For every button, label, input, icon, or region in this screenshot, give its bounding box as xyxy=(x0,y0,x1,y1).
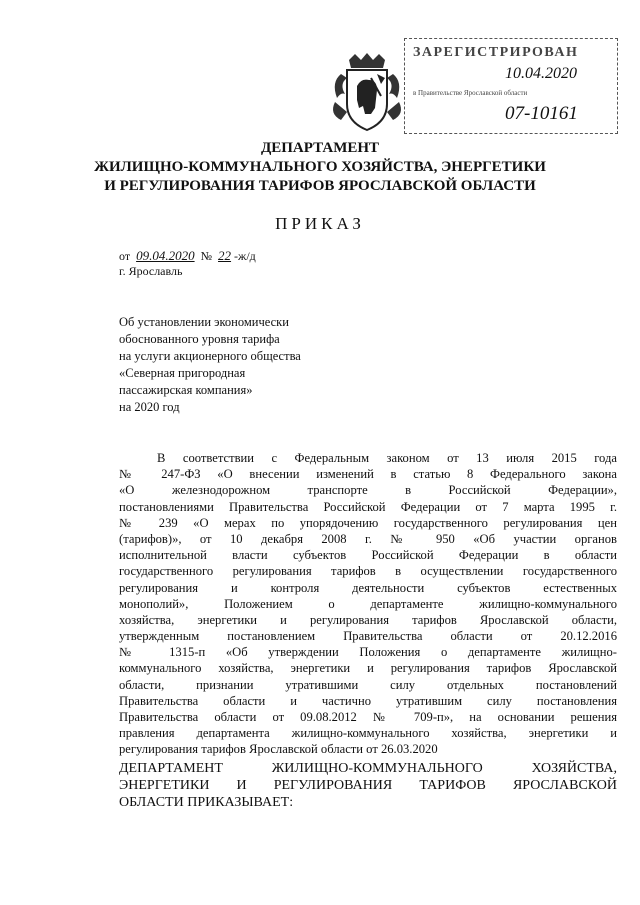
body-line: хозяйства, энергетики и регулирования тарифов Ярославской области, xyxy=(119,612,617,627)
order-number-suffix: -ж/д xyxy=(234,249,256,263)
header-line-3: И РЕГУЛИРОВАНИЯ ТАРИФОВ ЯРОСЛАВСКОЙ ОБЛАСТИ xyxy=(104,178,536,194)
body-line: постановлениями Правительства Российской Федерации от 7 марта 1995 г. xyxy=(119,499,617,514)
subject-line: на 2020 год xyxy=(119,400,180,414)
order-from-label: от xyxy=(119,249,131,263)
body-line: правления департамента жилищно-коммунального хозяйства, энергетики и xyxy=(119,726,617,741)
header-line-2: ЖИЛИЩНО-КОММУНАЛЬНОГО ХОЗЯЙСТВА, ЭНЕРГЕТИКИ xyxy=(94,159,546,175)
order-subject xyxy=(119,314,301,416)
subject-line: пассажирская компания» xyxy=(119,383,253,397)
stamp-number: 07-10161 xyxy=(505,103,578,124)
order-number-label: № xyxy=(200,249,213,263)
body-line: В соответствии с Федеральным законом от 13 июля 2015 года xyxy=(157,451,617,465)
body-line: монополий», Положением о департаменте жилищно-коммунального xyxy=(119,596,617,611)
body-line: области, признании утратившими силу отдельных постановлений xyxy=(119,677,617,692)
stamp-date: 10.04.2020 xyxy=(505,65,577,82)
body-line: государственного регулирования тарифов в осуществлении государственного xyxy=(119,564,617,579)
stamp-title: ЗАРЕГИСТРИРОВАН xyxy=(413,45,579,60)
body-paragraph xyxy=(119,450,617,758)
stamp-note: в Правительстве Ярославской области xyxy=(413,89,528,97)
header-line-1: ДЕПАРТАМЕНТ xyxy=(260,140,380,156)
decree-line: ДЕПАРТАМЕНТ ЖИЛИЩНО-КОММУНАЛЬНОГО ХОЗЯЙСТВА, xyxy=(119,761,617,776)
order-date-number xyxy=(119,248,256,264)
subject-line: обоснованного уровня тарифа xyxy=(119,332,280,346)
body-line: «О железнодорожном транспорте в Российской Федерации», xyxy=(119,483,617,498)
body-line: № 247-ФЗ «О внесении изменений в статью 8 Федерального закона xyxy=(119,467,617,482)
decree-statement xyxy=(119,760,617,811)
body-line: Правительства области и частично утратившим силу постановления xyxy=(119,693,617,708)
body-line: (тарифов)», от 10 декабря 2008 г. № 950 «Об участии органов xyxy=(119,531,617,546)
subject-line: «Северная пригородная xyxy=(119,366,246,380)
document-title: ПРИКАЗ xyxy=(275,214,365,233)
body-line: регулирования и контроля деятельности субъектов естественных xyxy=(119,580,617,595)
coat-of-arms-emblem xyxy=(327,52,407,132)
order-city: г. Ярославль xyxy=(119,264,183,278)
order-number: 22 xyxy=(218,248,232,263)
body-line: утвержденным постановлением Правительства области от 20.12.2016 xyxy=(119,629,617,644)
body-line: Правительства области от 09.08.2012 № 709-п», на основании решения xyxy=(119,710,617,724)
subject-line: на услуги акционерного общества xyxy=(119,349,301,363)
body-line: коммунального хозяйства, энергетики и регулирования тарифов Ярославской xyxy=(119,661,617,676)
body-line: № 1315-п «Об утверждении Положения о департаменте жилищно- xyxy=(119,645,617,660)
decree-line: ЭНЕРГЕТИКИ И РЕГУЛИРОВАНИЯ ТАРИФОВ ЯРОСЛАВСКОЙ xyxy=(119,778,617,793)
subject-line: Об установлении экономически xyxy=(119,315,289,329)
order-date: 09.04.2020 xyxy=(136,248,195,263)
body-line: исполнительной власти субъектов Российской Федерации в области xyxy=(119,548,617,563)
decree-line: ОБЛАСТИ ПРИКАЗЫВАЕТ: xyxy=(119,795,294,810)
registration-stamp xyxy=(404,38,618,134)
body-line: регулирования тарифов Ярославской области от 26.03.2020 xyxy=(119,742,438,757)
body-line: № 239 «О мерах по упорядочению государственного регулирования цен xyxy=(119,515,617,530)
